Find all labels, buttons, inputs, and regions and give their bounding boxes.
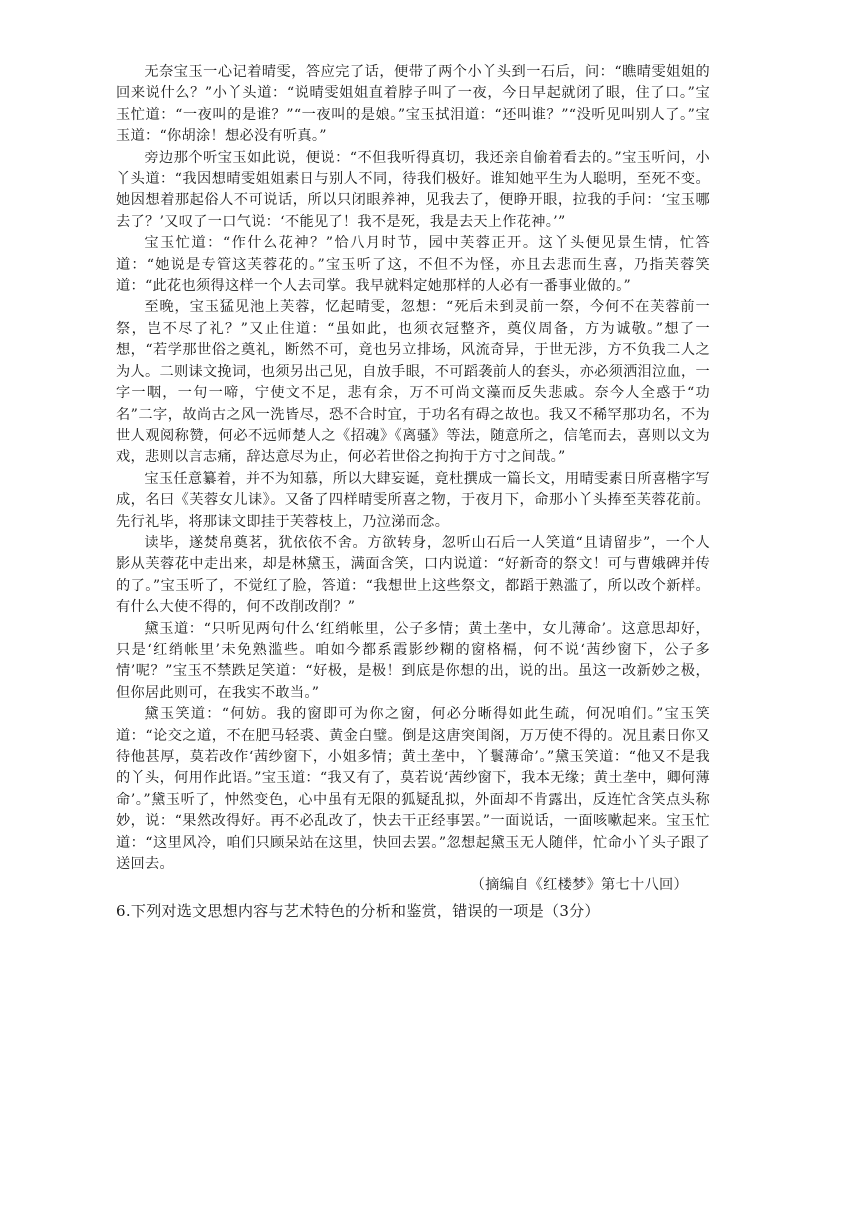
passage-paragraph: 黛玉道：“只听见两句什么‘红绡帐里，公子多情；黄土垄中，女儿薄命’。这意思却好，只是‘红绡帐里’未免熟滥些。咱如今都系霞影纱糊的窗格槅，何不说‘茜纱窗下，公子多情’呢？”宝玉不禁跌足笑道：“好极，是极！到底是你想的出，说的出。虽这一改新妙之极，但你居此则可，在我实不敢当。” [116, 620, 710, 701]
passage-paragraph: 宝玉任意纂着，并不为知慕，所以大肆妄诞，竟杜撰成一篇长文，用晴雯素日所喜楷字写成，名曰《芙蓉女儿诔》。又备了四样晴雯所喜之物，于夜月下，命那小丫头捧至芙蓉花前。先行礼毕，将那诔文即挂于芙蓉枝上，乃泣涕而念。 [116, 470, 710, 530]
passage-paragraph: 宝玉忙道：“作什么花神？”恰八月时节，园中芙蓉正开。这丫头便见景生情，忙答道：“她说是专管这芙蓉花的。”宝玉听了这，不但不为怪，亦且去悲而生喜，乃指芙蓉笑道：“此花也须得这样一个人去司掌。我早就料定她那样的人必有一番事业做的。” [116, 235, 710, 295]
source-citation: （摘编自《红楼梦》第七十八回） [470, 877, 688, 894]
passage-paragraph: 读毕，遂焚帛奠茗，犹依依不舍。方欲转身，忽听山石后一人笑道“且请留步”，一个人影从芙蓉花中走出来，却是林黛玉，满面含笑，口内说道：“好新奇的祭文！可与曹娥碑并传的了。”宝玉听了，不觉红了脸，答道：“我想世上这些祭文，都蹈于熟滥了，所以改个新样。有什么大使不得的，何不改削改削？” [116, 534, 710, 616]
passage-paragraph: 黛玉笑道：“何妨。我的窗即可为你之窗，何必分晰得如此生疏，何况咱们。”宝玉笑道：“论交之道，不在肥马轻裘、黄金白璧。倒是这唐突闺阁，万万使不得的。况且素日你又待他甚厚，莫若改作‘茜纱窗下，小姐多情；黄土垄中，丫鬟薄命’。”黛玉笑道：“他又不是我的丫头，何用作此语。”宝玉道：“我又有了，莫若说‘茜纱窗下，我本无缘；黄土垄中，卿何薄命’。”黛玉听了，忡然变色，心中虽有无限的狐疑乱拟，外面却不肯露出，反连忙含笑点头称妙，说：“果然改得好。再不必乱改了，快去干正经事罢。”一面说话，一面咳嗽起来。宝玉忙道：“这里风冷，咱们只顾呆站在这里，快回去罢。”忽想起黛玉无人随伴，忙命小丫头子跟了送回去。 [116, 706, 710, 873]
passage-paragraph: 旁边那个听宝玉如此说，便说：“不但我听得真切，我还亲自偷着看去的。”宝玉听问，小丫头道：“我因想晴雯姐姐素日与别人不同，待我们极好。谁知她平生为人聪明，至死不变。她因想着那起俗人不可说话，所以只闭眼养神，见我去了，便睁开眼，拉我的手问：‘宝玉哪去了？’又叹了一口气说：‘不能见了！我不是死，我是去天上作花神。’” [116, 149, 710, 230]
question-6-prompt: 6.下列对选文思想内容与艺术特色的分析和鉴赏，错误的一项是（3分） [116, 901, 600, 920]
passage [116, 62, 710, 897]
passage-paragraph: 无奈宝玉一心记着晴雯，答应完了话，便带了两个小丫头到一石后，问：“瞧晴雯姐姐的回来说什么？”小丫头道：“说晴雯姐姐直着脖子叫了一夜，今日早起就闭了眼，住了口。”宝玉忙道：“一夜叫的是谁？”“一夜叫的是娘。”宝玉拭泪道：“还叫谁？”“没听见叫别人了。”宝玉道：“你胡涂！想必没有听真。” [116, 64, 710, 145]
document-page [116, 62, 710, 922]
passage-paragraph: 至晚，宝玉猛见池上芙蓉，忆起晴雯，忽想：“死后未到灵前一祭，今何不在芙蓉前一祭，岂不尽了礼？”又止住道：“虽如此，也须衣冠整齐，奠仪周备，方为诚敬。”想了一想，“若学那世俗之奠礼，断然不可，竟也另立排场，风流奇异，于世无涉，方不负我二人之为人。二则诔文挽词，也须另出己见，自放手眼，不可蹈袭前人的套头，亦必须洒泪泣血，一字一咽，一句一啼，宁使文不足，悲有余，万不可尚文藻而反失悲戚。奈今人全惑于“功名”二字，故尚古之风一洗皆尽，恐不合时宜，于功名有碍之故也。我又不稀罕那功名，不为世人观阅称赞，何必不远师楚人之《招魂》《离骚》等法，随意所之，信笔而去，喜则以文为戏，悲则以言志痛，辞达意尽为止，何必若世俗之拘拘于方寸之间哉。” [116, 299, 710, 466]
